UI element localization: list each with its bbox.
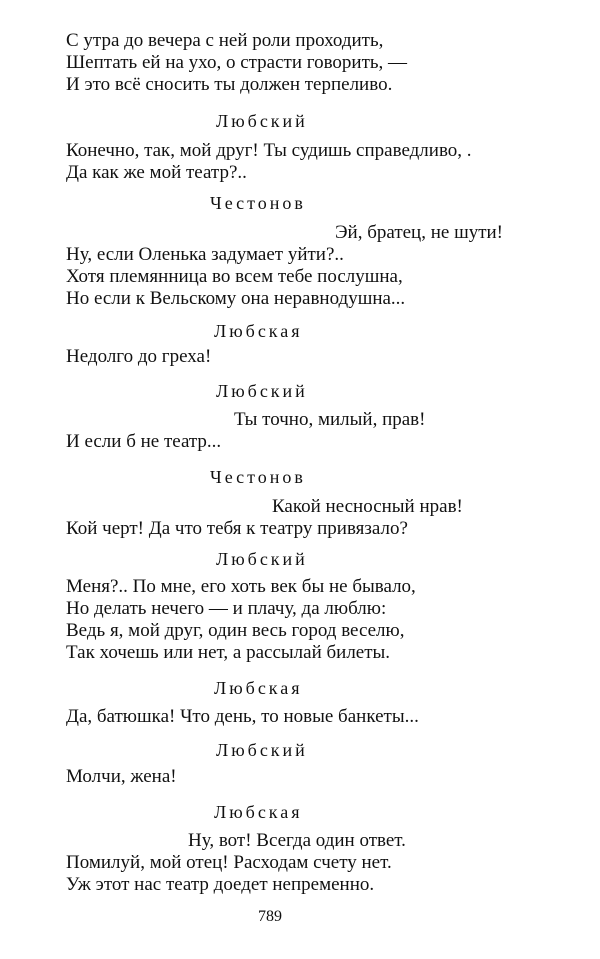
verse-line: Конечно, так, мой друг! Ты судишь справедливо, . [66,140,472,161]
speaker-name: Любский [216,549,308,569]
verse-line: Но делать нечего — и плачу, да люблю: [66,598,387,619]
verse-line: Хотя племянница во всем тебе послушна, [66,266,403,287]
page-number: 789 [258,908,282,925]
speaker-name: Любский [216,381,308,401]
speaker-name: Честонов [210,467,306,487]
speaker-name: Честонов [210,193,306,213]
verse-line: Уж этот нас театр доедет непременно. [66,874,375,895]
verse-line: И это всё сносить ты должен терпеливо. [66,74,393,95]
speaker-name: Любский [216,111,308,131]
verse-line: Но если к Вельскому она неравнодушна... [66,288,406,309]
verse-line: Эй, братец, не шути! [335,222,504,243]
verse-line: Меня?.. По мне, его хоть век бы не бывало, [66,576,416,597]
verse-line: Какой несносный нрав! [272,496,463,517]
verse-line: Да как же мой театр?.. [66,162,247,183]
verse-line: Шептать ей на ухо, о страсти говорить, — [66,52,408,73]
verse-line: Ну, если Оленька задумает уйти?.. [66,244,344,265]
speaker-name: Любская [214,321,303,341]
verse-line: Недолго до греха! [66,346,212,367]
verse-line: Так хочешь или нет, а рассылай билеты. [66,642,391,663]
verse-line: Да, батюшка! Что день, то новые банкеты... [66,706,419,727]
verse-line: Кой черт! Да что тебя к театру привязало? [66,518,408,539]
verse-line: Ведь я, мой друг, один весь город веселю, [66,620,405,641]
verse-line: Ну, вот! Всегда один ответ. [188,830,406,851]
verse-line: И если б не театр... [66,431,222,452]
verse-line: С утра до вечера с ней роли проходить, [66,30,384,51]
verse-line: Помилуй, мой отец! Расходам счету нет. [66,852,392,873]
speaker-name: Любская [214,678,303,698]
verse-line: Молчи, жена! [66,766,177,787]
speaker-name: Любский [216,740,308,760]
verse-line: Ты точно, милый, прав! [234,409,426,430]
speaker-name: Любская [214,802,303,822]
